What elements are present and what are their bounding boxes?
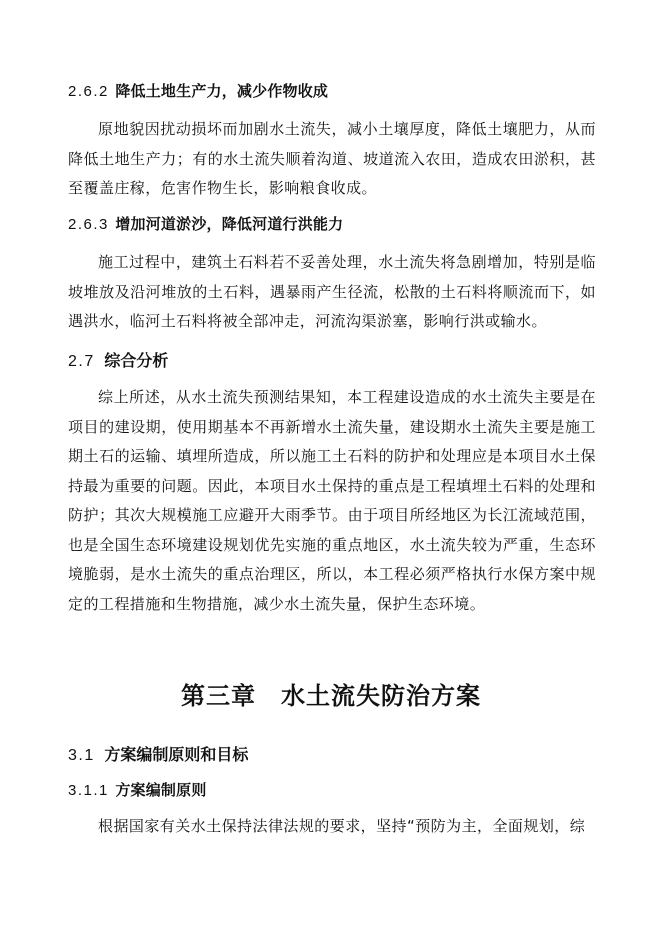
section-heading-2-6-2 <box>68 80 328 101</box>
section-number: 3.1.1 <box>68 782 109 799</box>
section-number: 2.6.2 <box>68 83 109 100</box>
section-number: 2.7 <box>68 353 95 370</box>
section-title: 综合分析 <box>104 351 169 370</box>
section-heading-2-7 <box>68 348 168 371</box>
paragraph-2-6-2: 原地貌因扰动损坏而加剧水土流失，减小土壤厚度，降低土壤肥力，从而降低土地生产力；有的水土流失顺着沟道、坡道流入农田，造成农田淤积，甚至覆盖庄稼，危害作物生长，影响粮食收成。 <box>68 120 596 197</box>
section-title: 降低土地生产力，减少作物收成 <box>115 82 329 100</box>
section-title: 方案编制原则和目标 <box>104 745 249 764</box>
chapter-title: 第三章 水土流失防治方案 <box>181 682 481 710</box>
paragraph-2-6-3: 施工过程中，建筑土石料若不妥善处理，水土流失将急剧增加，特别是临坡堆放及沿河堆放的土石料，遇暴雨产生径流，松散的土石料将顺流而下，如遇洪水，临河土石料将被全部冲走，河流沟渠淤塞，影响行洪或输水。 <box>68 253 596 330</box>
section-heading-2-6-3 <box>68 213 343 234</box>
section-heading-3-1 <box>68 742 248 765</box>
section-number: 3.1 <box>68 747 95 764</box>
paragraph-3-1-1: 根据国家有关水土保持法律法规的要求，坚持“预防为主，全面规划，综 <box>98 817 586 835</box>
section-heading-3-1-1 <box>68 779 207 800</box>
section-number: 2.6.3 <box>68 216 109 233</box>
section-title: 方案编制原则 <box>115 781 207 799</box>
paragraph-2-7: 综上所述，从水土流失预测结果知，本工程建设造成的水土流失主要是在项目的建设期，使用期基本不再新增水土流失量，建设期水土流失主要是施工期土石的运输、填埋所造成，所以施工土石料的防护和处理应是本项目水土保持最为重要的问题。因此，本项目水土保持的重点是工程填埋土石料的处理和防护；其次大规模施工应避开大雨季节。由于项目所经地区为长江流域范围，也是全国生态环境建设规划优先实施的重点地区，水土流失较为严重，生态环境脆弱，是水土流失的重点治理区，所以，本工程必须严格执行水保方案中规定的工程措施和生物措施，减少水土流失量，保护生态环境。 <box>68 388 596 613</box>
section-title: 增加河道淤沙，降低河道行洪能力 <box>115 215 344 233</box>
